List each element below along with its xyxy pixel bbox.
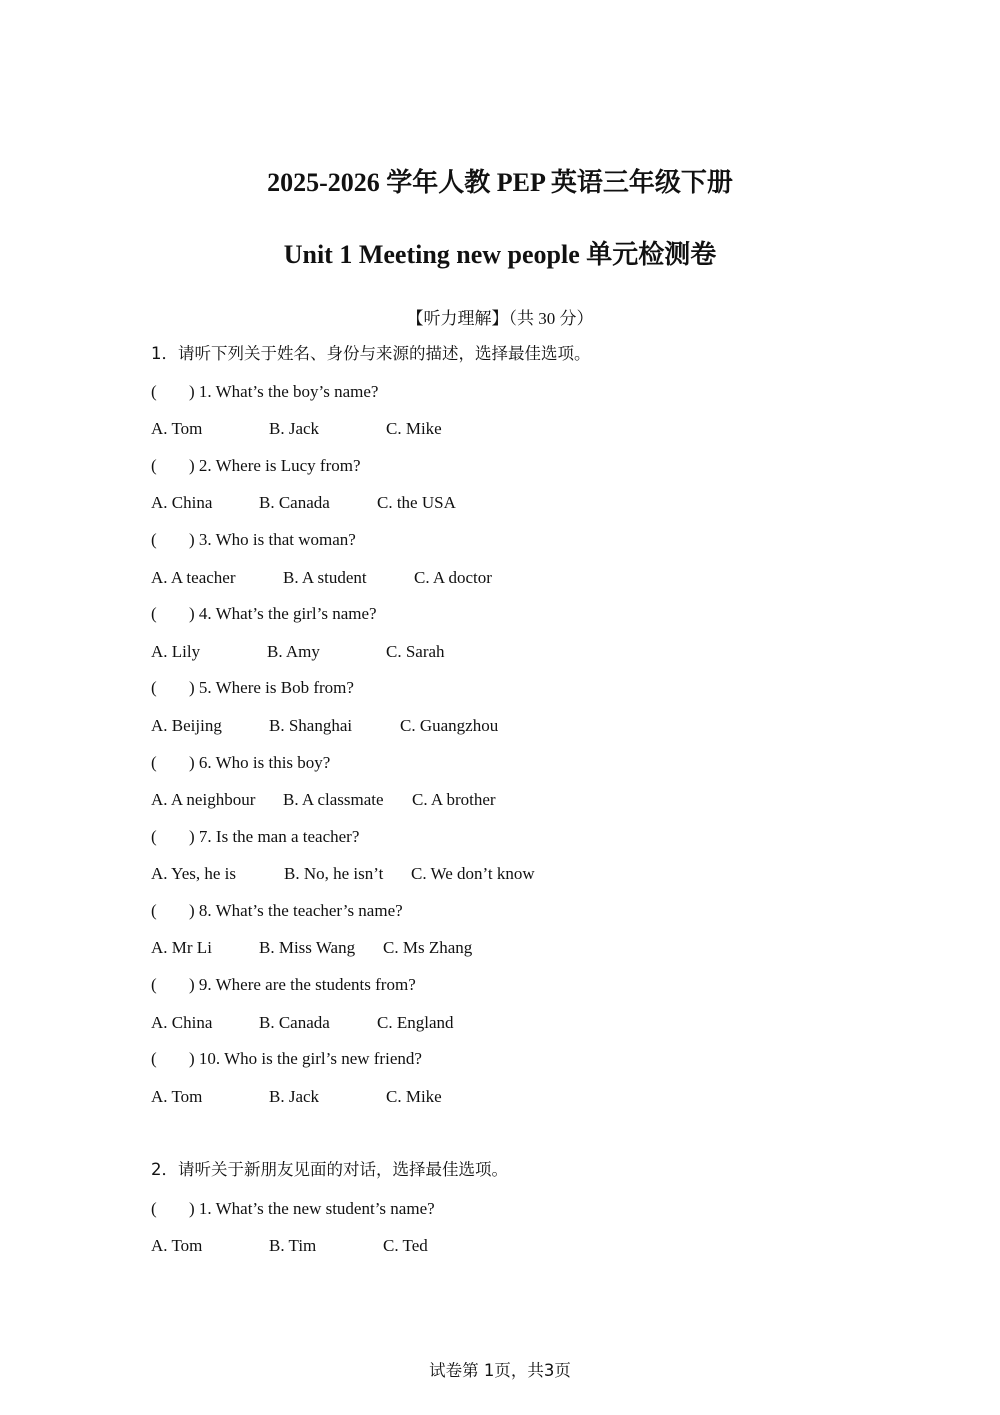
option-c: C. Ted (383, 1236, 428, 1255)
answer-blank[interactable]: ( (151, 1199, 157, 1218)
option-a: A. Tom (151, 1087, 203, 1106)
question-stem: ) 3. Who is that woman? (189, 530, 356, 549)
question-stem: ) 5. Where is Bob from? (189, 678, 354, 697)
question-row (151, 975, 416, 995)
option-c: C. Sarah (386, 642, 445, 661)
question-row (151, 530, 356, 550)
question-stem: ) 10. Who is the girl’s new friend? (189, 1049, 422, 1068)
question-stem: ) 9. Where are the students from? (189, 975, 416, 994)
question-row (151, 901, 403, 921)
option-b: B. Miss Wang (259, 938, 356, 957)
answer-blank[interactable]: ( (151, 975, 157, 994)
question-row (151, 678, 354, 698)
option-b: B. Canada (259, 1013, 330, 1032)
question-stem: ) 6. Who is this boy? (189, 753, 331, 772)
part2-instruction: 2．请听关于新朋友见面的对话，选择最佳选项。 (151, 1160, 508, 1179)
question-stem: ) 7. Is the man a teacher? (189, 827, 360, 846)
option-c: C. Ms Zhang (383, 938, 473, 957)
question-row (151, 827, 359, 847)
option-a: A. Tom (151, 1236, 203, 1255)
question-stem: ) 4. What’s the girl’s name? (189, 604, 377, 623)
question-row (151, 1049, 422, 1069)
option-a: A. Yes, he is (151, 864, 237, 883)
section-heading (0, 304, 1000, 329)
option-b: B. No, he isn’t (284, 864, 384, 883)
part1-instruction: 1．请听下列关于姓名、身份与来源的描述，选择最佳选项。 (151, 344, 591, 363)
answer-blank[interactable]: ( (151, 901, 157, 920)
option-a: A. A neighbour (151, 790, 256, 809)
section-score: （共 30 分） (508, 309, 594, 328)
option-b: B. Shanghai (269, 716, 353, 735)
question-stem: ) 1. What’s the new student’s name? (189, 1199, 435, 1218)
option-c: C. England (377, 1013, 454, 1032)
question-row (151, 382, 378, 402)
option-b: B. Jack (269, 419, 320, 438)
option-a: A. Beijing (151, 716, 222, 735)
option-a: A. Lily (151, 642, 201, 661)
page-footer: 试卷第 1页，共3页 (429, 1361, 571, 1380)
option-c: C. Mike (386, 419, 442, 438)
option-c: C. We don’t know (411, 864, 535, 883)
option-b: B. Jack (269, 1087, 320, 1106)
answer-blank[interactable]: ( (151, 827, 157, 846)
option-b: B. A classmate (283, 790, 384, 809)
answer-blank[interactable]: ( (151, 604, 157, 623)
option-c: C. Guangzhou (400, 716, 499, 735)
question-stem: ) 2. Where is Lucy from? (189, 456, 361, 475)
option-a: A. China (151, 1013, 213, 1032)
option-a: A. China (151, 493, 213, 512)
section-label: 【听力理解】 (406, 309, 509, 329)
option-a: A. Tom (151, 419, 203, 438)
question-row (151, 604, 377, 624)
option-c: C. the USA (377, 493, 456, 512)
option-a: A. Mr Li (151, 938, 212, 957)
option-b: B. Canada (259, 493, 330, 512)
answer-blank[interactable]: ( (151, 1049, 157, 1068)
answer-blank[interactable]: ( (151, 382, 157, 401)
question-row (151, 753, 330, 773)
option-b: B. Tim (269, 1236, 317, 1255)
answer-blank[interactable]: ( (151, 530, 157, 549)
option-b: B. Amy (267, 642, 320, 661)
option-b: B. A student (283, 568, 367, 587)
option-c: C. A doctor (414, 568, 492, 587)
exam-title-line2: Unit 1 Meeting new people 单元检测卷 (283, 240, 717, 269)
answer-blank[interactable]: ( (151, 753, 157, 772)
question-stem: ) 1. What’s the boy’s name? (189, 382, 379, 401)
option-c: C. A brother (412, 790, 496, 809)
answer-blank[interactable]: ( (151, 456, 157, 475)
question-row (151, 456, 361, 476)
question-stem: ) 8. What’s the teacher’s name? (189, 901, 403, 920)
answer-blank[interactable]: ( (151, 678, 157, 697)
question-row (151, 1199, 435, 1219)
option-c: C. Mike (386, 1087, 442, 1106)
option-a: A. A teacher (151, 568, 236, 587)
exam-title-line1: 2025-2026 学年人教 PEP 英语三年级下册 (267, 168, 733, 197)
